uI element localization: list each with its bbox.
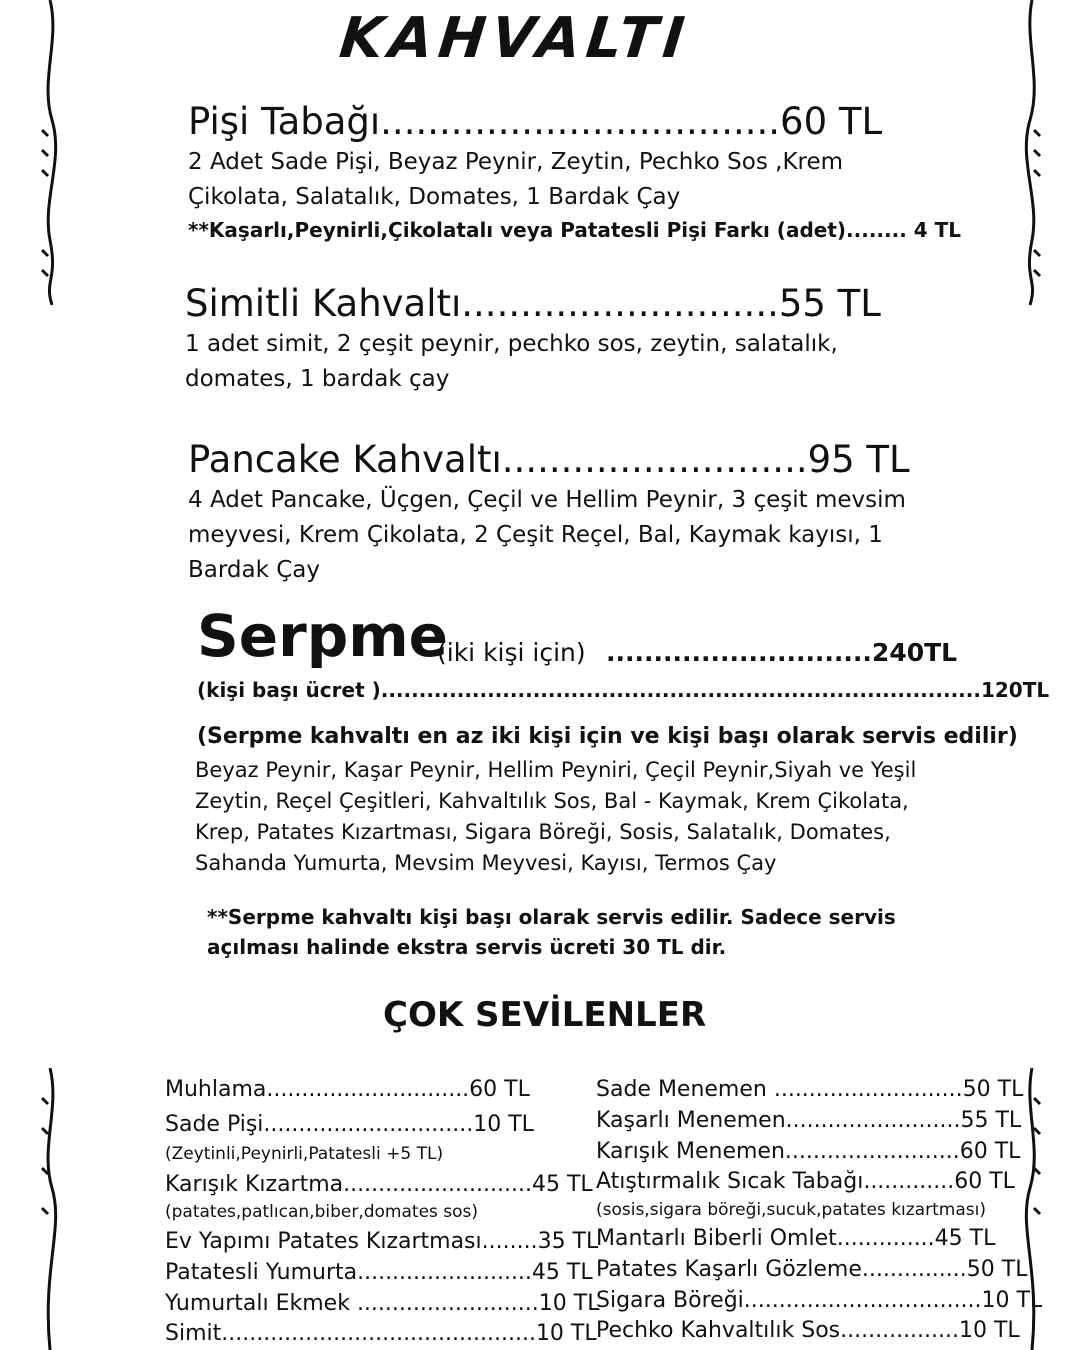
list-item: Ev Yapımı Patates Kızartması........35 TL bbox=[165, 1229, 599, 1254]
serpme-per-person-price: (kişi başı ücret )...............................................................................120TL bbox=[197, 678, 1050, 702]
pisi-extra-note: **Kaşarlı,Peynirli,Çikolatalı veya Patatesli Pişi Farkı (adet)........ 4 TL bbox=[188, 218, 962, 242]
list-item: Patatesli Yumurta.........................45 TL bbox=[165, 1260, 593, 1285]
list-item: Mantarlı Biberli Omlet..............45 TL bbox=[596, 1226, 996, 1251]
list-item: Karışık Kızartma...........................45 TL bbox=[165, 1172, 593, 1197]
serpme-description: Beyaz Peynir, Kaşar Peynir, Hellim Peyniri, Çeçil Peynir,Siyah ve Yeşil Zeytin, Reçel Çeşitleri, Kahvaltılık Sos, Bal - Kaymak, Krem Çikolata, Krep, Patates Kızartması, Sigara Böreği, Sosis, Salatalık, Domates, Sahanda Yumurta, Mevsim Meyvesi, Kayısı, Termos Çay bbox=[195, 758, 917, 875]
pancake-kahvalti-description: 4 Adet Pancake, Üçgen, Çeçil ve Hellim Peynir, 3 çeşit mevsim meyvesi, Krem Çikolata, 2 Çeşit Reçel, Bal, Kaymak kayısı, 1 Bardak Çay bbox=[188, 487, 906, 583]
list-item: Sigara Böreği..................................10 TL bbox=[596, 1288, 1043, 1313]
serpme-subtitle: (iki kişi için) bbox=[437, 638, 586, 667]
pancake-kahvalti-line: Pancake Kahvaltı..........................95 TL bbox=[188, 438, 910, 481]
right-border-decoration-top bbox=[1012, 0, 1052, 310]
list-item: Atıştırmalık Sıcak Tabağı.............60 TL bbox=[596, 1169, 1015, 1194]
list-item-note: (patates,patlıcan,biber,domates sos) bbox=[165, 1202, 479, 1222]
serpme-headline: (Serpme kahvaltı en az iki kişi için ve kişi başı olarak servis edilir) bbox=[197, 724, 1018, 749]
list-item: Yumurtalı Ekmek ..........................10 TL bbox=[165, 1291, 600, 1316]
serpme-title: Serpme bbox=[197, 602, 449, 670]
serpme-service-note: **Serpme kahvaltı kişi başı olarak servis edilir. Sadece servis açılması halinde ekstra servis ücreti 30 TL dir. bbox=[207, 905, 896, 959]
list-item: Patates Kaşarlı Gözleme...............50 TL bbox=[596, 1257, 1028, 1282]
list-item: Muhlama.............................60 TL bbox=[165, 1077, 530, 1102]
simitli-kahvalti-description: 1 adet simit, 2 çeşit peynir, pechko sos, zeytin, salatalık, domates, 1 bardak çay bbox=[185, 331, 838, 392]
simitli-kahvalti-line: Simitli Kahvaltı...........................55 TL bbox=[185, 282, 881, 325]
list-item-note: (sosis,sigara böreği,sucuk,patates kızartması) bbox=[596, 1200, 986, 1220]
left-border-decoration-bottom bbox=[30, 1068, 70, 1350]
list-item: Sade Menemen ...........................50 TL bbox=[596, 1077, 1024, 1102]
list-item: Pechko Kahvaltılık Sos.................10 TL bbox=[596, 1318, 1020, 1343]
list-item: Simit.............................................10 TL bbox=[165, 1321, 597, 1346]
popular-section-title: ÇOK SEVİLENLER bbox=[383, 995, 707, 1035]
left-border-decoration-top bbox=[30, 0, 70, 310]
list-item: Sade Pişi..............................10 TL bbox=[165, 1112, 534, 1137]
list-item: Kaşarlı Menemen.........................55 TL bbox=[596, 1108, 1022, 1133]
pisi-tabagi-line: Pişi Tabağı..................................60 TL bbox=[188, 100, 883, 143]
menu-title: KAHVALTI bbox=[336, 6, 694, 71]
list-item-note: (Zeytinli,Peynirli,Patatesli +5 TL) bbox=[165, 1144, 444, 1164]
pisi-tabagi-description: 2 Adet Sade Pişi, Beyaz Peynir, Zeytin, Pechko Sos ,Krem Çikolata, Salatalık, Domates, 1 Bardak Çay bbox=[188, 149, 844, 210]
list-item: Karışık Menemen.........................60 TL bbox=[596, 1139, 1021, 1164]
serpme-price: ............................240TL bbox=[606, 638, 958, 667]
